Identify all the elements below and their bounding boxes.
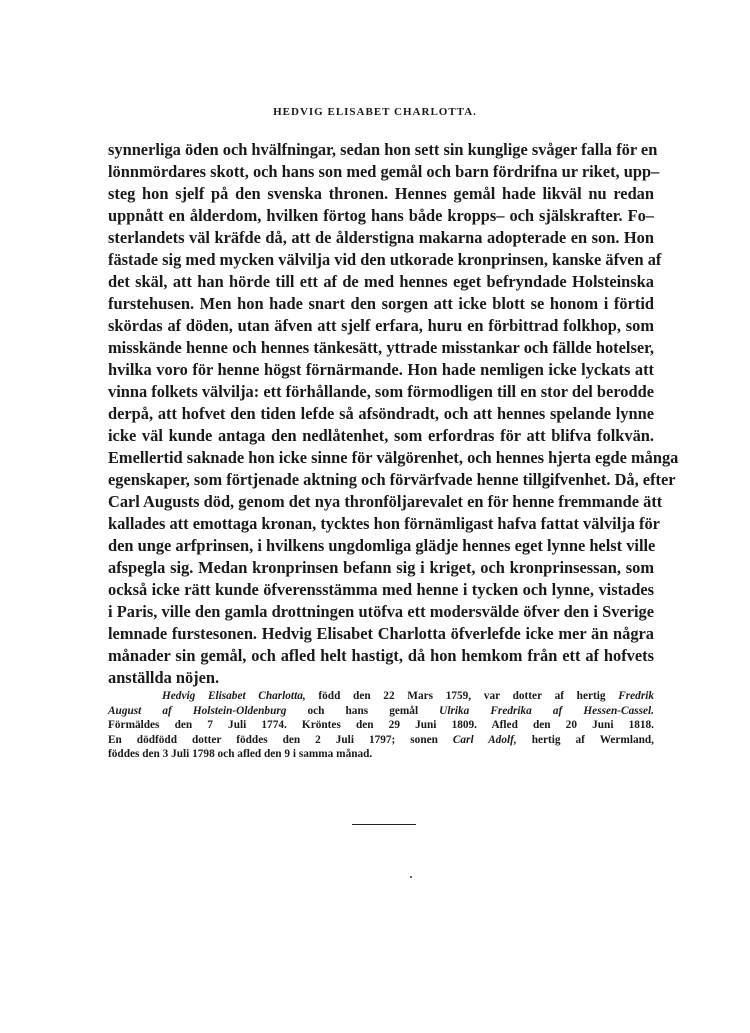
footnote — [108, 689, 654, 762]
text-line: fästade sig med mycken välvilja vid den utkorade kronprinsen, kanske äfven af — [108, 250, 662, 269]
text-line: steg hon sjelf på den svenska thronen. Hennes gemål hade likväl nu redan — [108, 184, 654, 203]
text-line: derpå, att hofvet den tiden lefde så afsöndradt, och att hennes spelande lynne — [108, 404, 654, 423]
section-rule — [352, 824, 416, 825]
text-line: lemnade furstesonen. Hedvig Elisabet Charlotta öfverlefde icke mer än några — [108, 624, 654, 643]
text-line: uppnått en ålderdom, hvilken förtog hans både kropps– och själskrafter. Fo– — [108, 206, 654, 225]
main-text — [108, 139, 679, 689]
ink-speck — [410, 876, 412, 878]
text-line: egenskaper, som förtjenade aktning och förvärfvade henne tillgifvenhet. Då, efter — [108, 470, 676, 489]
text-line: Emellertid saknade hon icke sinne för välgörenhet, och hennes hjerta egde många — [108, 448, 679, 467]
text-line: lönnmördares skott, och hans son med gemål och barn fördrifna ur riket, upp– — [108, 162, 660, 181]
text-line: furstehusen. Men hon hade snart den sorgen att icke blott se honom i förtid — [108, 294, 654, 313]
text-line: månader sin gemål, och afled helt hastigt, då hon hemkom från ett af hofvets — [108, 646, 654, 665]
footnote-father-cont: August af Holstein-Oldenburg — [108, 704, 287, 717]
footnote-mother: Ulrika Fredrika af Hessen-Cassel. — [439, 704, 655, 717]
footnote-father: Fredrik — [618, 690, 654, 702]
text-line: misskände henne och hennes tänkesätt, yttrade misstankar och fällde hotelser, — [108, 338, 654, 357]
text-line: det skäl, att han hörde till ett af de med hennes eget befryndade Holsteinska — [108, 272, 654, 291]
text-line: afspegla sig. Medan kronprinsen befann sig i kriget, och kronprinsessan, som — [108, 558, 654, 577]
footnote-line: föddes den 3 Juli 1798 och afled den 9 i samma månad. — [108, 748, 373, 761]
text-line: kallades att emottaga kronan, tycktes hon förnämligast hafva fattat välvilja för — [108, 514, 660, 533]
footnote-line: Förmäldes den 7 Juli 1774. Kröntes den 29 Juni 1809. Afled den 20 Juni 1818. — [108, 719, 654, 732]
text-line: synnerliga öden och hvälfningar, sedan hon sett sin kunglige svåger falla för en — [108, 140, 658, 159]
text-line: sterlandets väl kräfde då, att de ålderstigna makarna adopterade en son. Hon — [108, 228, 654, 247]
footnote-line: Hedvig Elisabet Charlotta, född den 22 Mars 1759, var dotter af hertig Fredrik — [162, 690, 654, 702]
text-line: i Paris, ville den gamla drottningen utöfva ett modersvälde öfver den i Sverige — [108, 602, 654, 621]
text-line: den unge arfprinsen, i hvilkens ungdomliga glädje hennes eget lynne helst ville — [108, 536, 656, 555]
text-line: hvilka voro för henne högst förnärmande. Hon hade nemligen icke lyckats att — [108, 360, 654, 379]
text-line: också icke rätt kunde öfverensstämma med henne i tycken och lynne, vistades — [108, 580, 654, 599]
footnote-son: Carl Adolf, — [452, 733, 517, 746]
text-line: anställda nöjen. — [108, 668, 220, 687]
footnote-line: En dödfödd dotter föddes den 2 Juli 1797; sonen Carl Adolf, hertig af Wermland, — [108, 733, 655, 746]
text-line: skördas af döden, utan äfven att sjelf erfara, huru en förbittrad folkhop, som — [108, 316, 654, 335]
running-header: HEDVIG ELISABET CHARLOTTA. — [273, 106, 477, 118]
footnote-line: August af Holstein-Oldenburg och hans gemål Ulrika Fredrika af Hessen-Cassel. — [108, 704, 655, 717]
text-line: Carl Augusts död, genom det nya thronföljarevalet en för henne fremmande ätt — [108, 492, 663, 511]
footnote-name: Hedvig Elisabet Charlotta, — [162, 690, 306, 702]
text-line: icke väl kunde antaga den nedlåtenhet, som erfordras för att blifva folkvän. — [108, 426, 654, 445]
text-line: vinna folkets välvilja: ett förhållande, som förmodligen till en stor del berodde — [108, 382, 654, 401]
